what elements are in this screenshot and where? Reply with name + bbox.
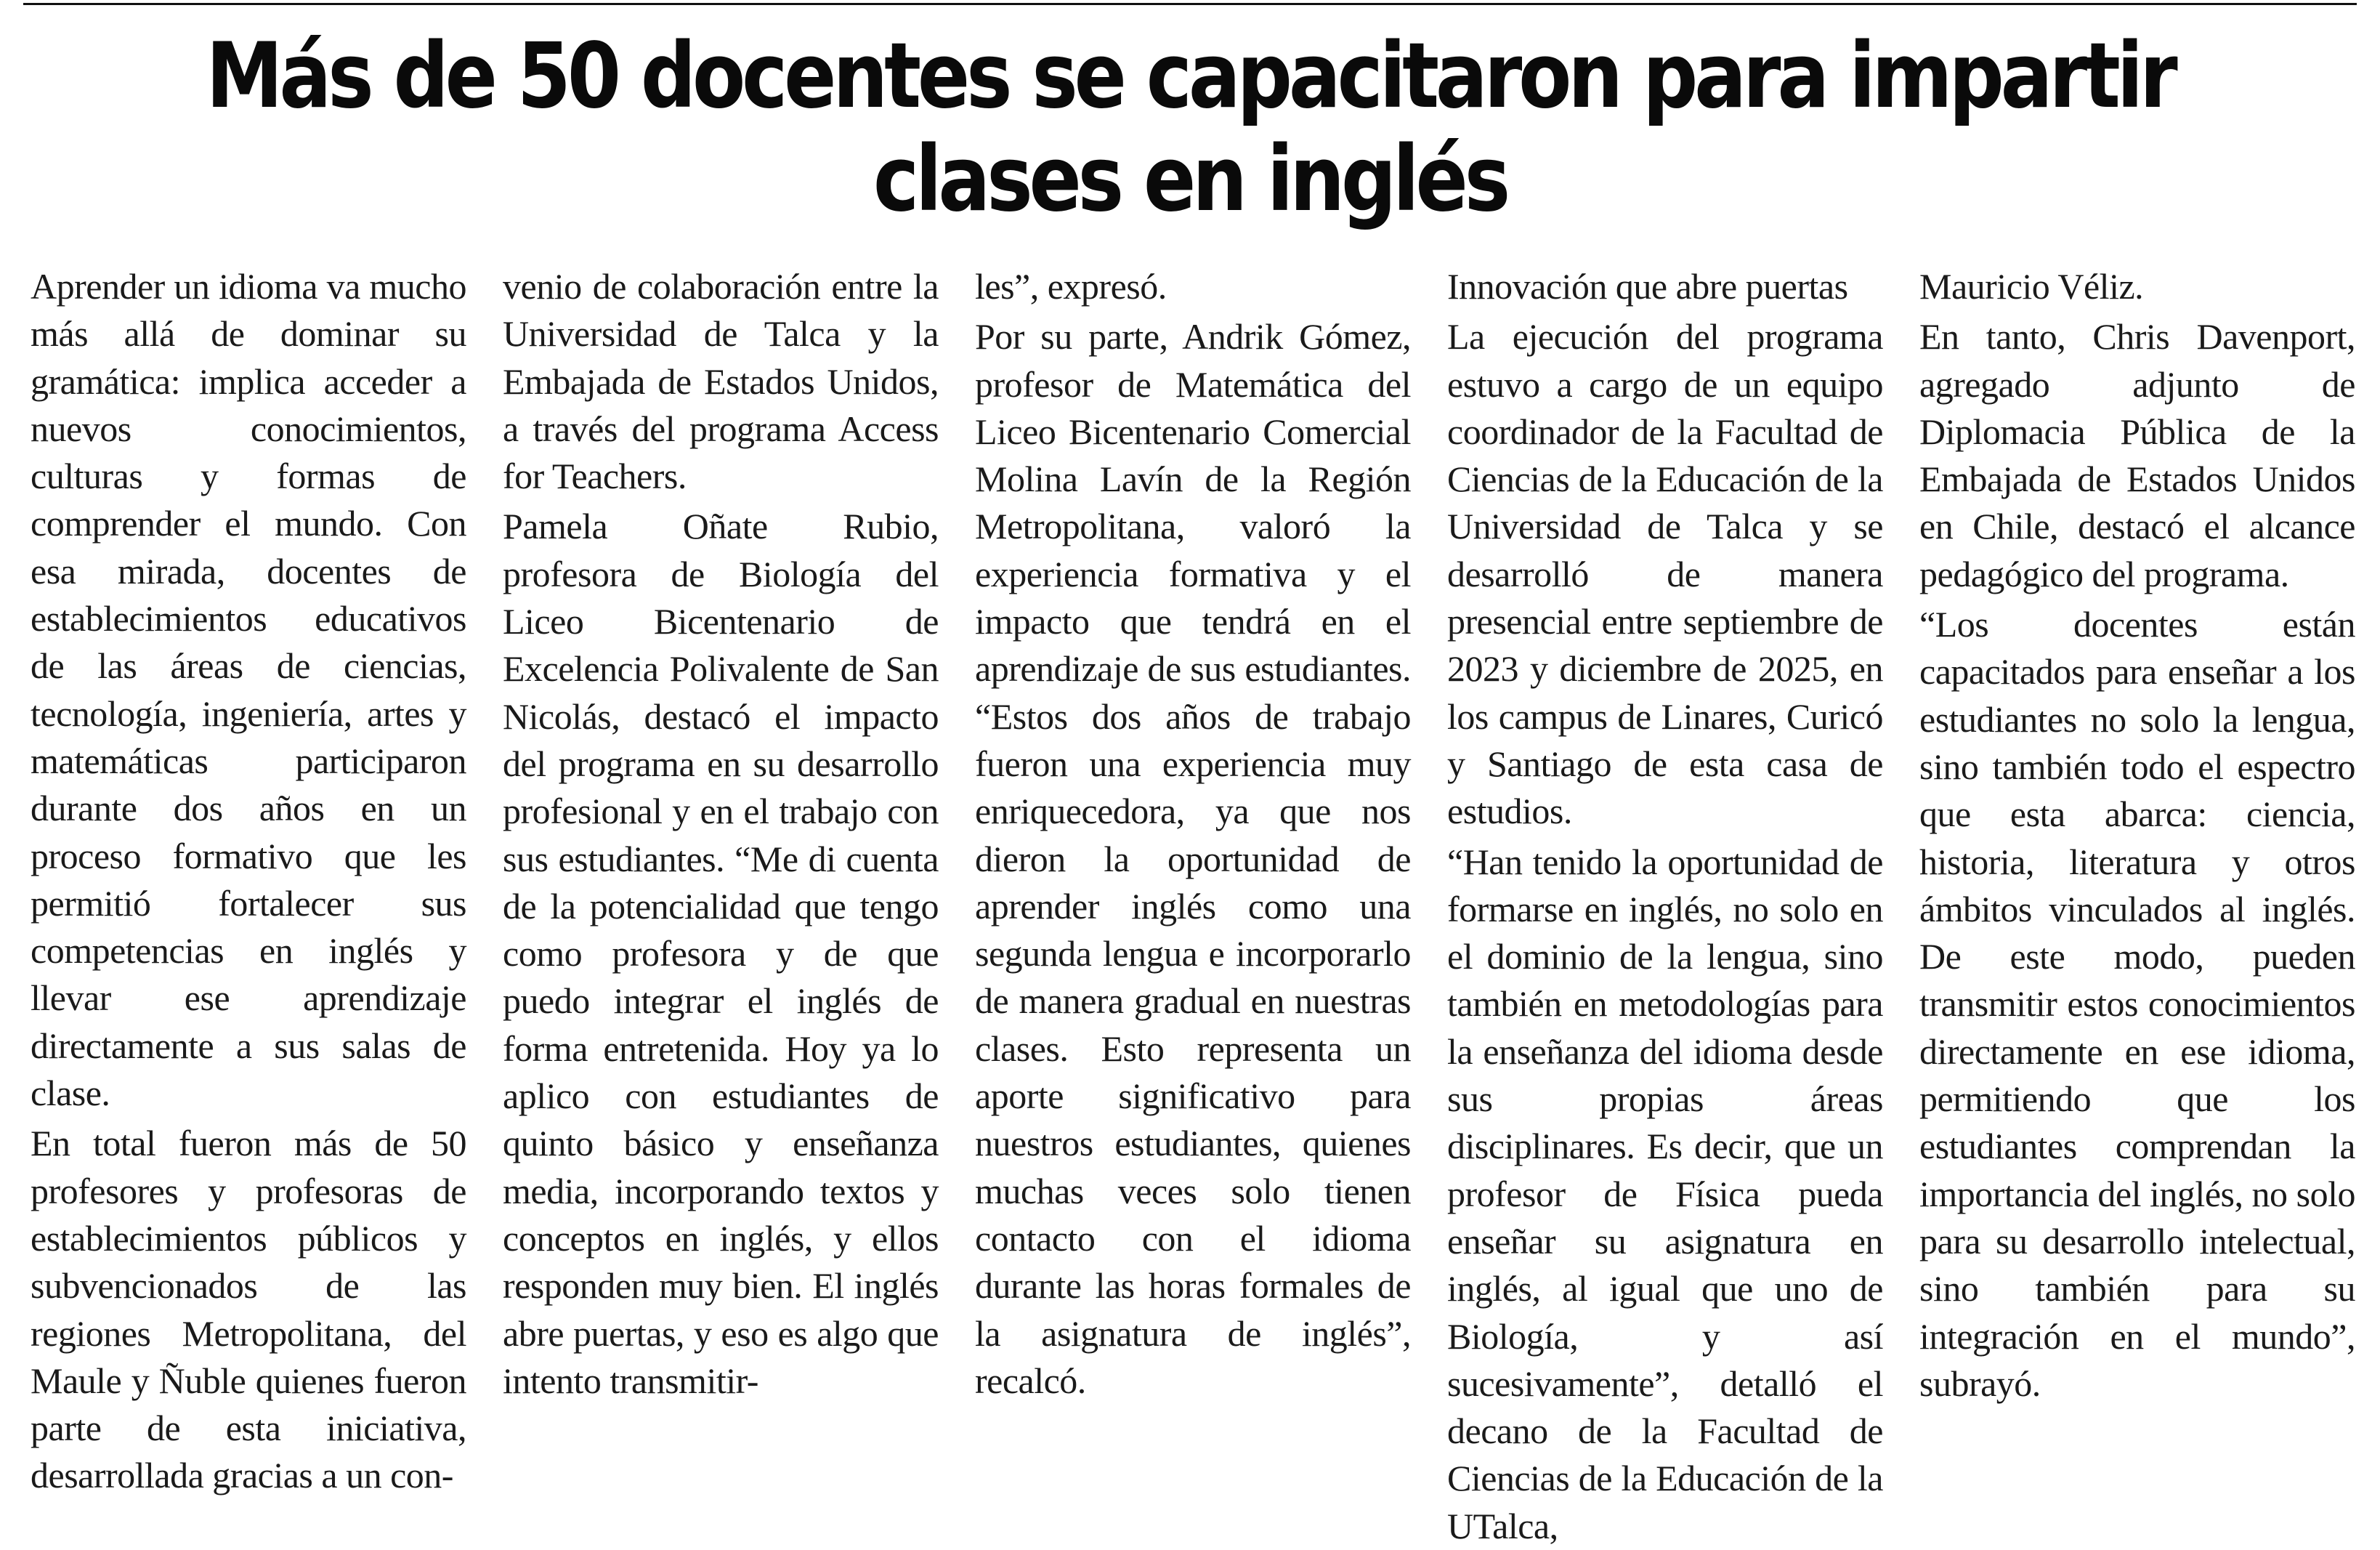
paragraph: venio de colaboración entre la Universidad de Talca y la Embajada de Estados Unidos, a través del programa Access for Teachers. bbox=[503, 266, 939, 497]
paragraph: Mauricio Véliz. bbox=[1919, 266, 2144, 307]
paragraph: En tanto, Chris Davenport, agregado adjunto de Diplomacia Pública de la Embajada de Estados Unidos en Chile, destacó el alcance pedagógico del programa. bbox=[1919, 316, 2355, 594]
headline-line-1: Más de 50 docentes se capacitaron para impartir bbox=[206, 24, 2174, 129]
section-subhead: Innovación que abre puertas bbox=[1447, 266, 1848, 307]
paragraph: La ejecución del programa estuvo a cargo de un equipo coordinador de la Facultad de Ciencias de la Educación de la Universidad de Talca y se desarrolló de manera presencial entre septiembre de 2023 y diciembre de 2025, en los campus de Linares, Curicó y Santiago de esta casa de estudios. bbox=[1447, 316, 1883, 832]
column-5 bbox=[1919, 263, 2355, 1426]
headline bbox=[204, 25, 2176, 231]
paragraph: “Los docentes están capacitados para enseñar a los estudiantes no solo la lengua, sino también todo el espectro que esta abarca: ciencia, historia, literatura y otros ámbitos vinculados al inglés. De este modo, pueden transmitir estos conocimientos directamente en ese idioma, permitiendo que los estudiantes comprendan la importancia del inglés, no solo para su desarrollo intelectual, sino también para su integración en el mundo”, subrayó. bbox=[1919, 604, 2355, 1404]
article-columns bbox=[31, 263, 2355, 1546]
paragraph: Aprender un idioma va mucho más allá de dominar su gramática: implica acceder a nuevos conocimientos, culturas y formas de comprender el mundo. Con esa mirada, docentes de establecimientos educativos de las áreas de ciencias, tecnología, ingeniería, artes y matemáticas participaron durante dos años en un proceso formativo que les permitió fortalecer sus competencias en inglés y llevar ese aprendizaje directamente a sus salas de clase. bbox=[31, 266, 466, 1114]
top-rule bbox=[23, 3, 2357, 5]
paragraph: Por su parte, Andrik Gómez, profesor de Matemática del Liceo Bicentenario Comercial Molina Lavín de la Región Metropolitana, valoró la experiencia formativa y el impacto que tendrá en el aprendizaje de sus estudiantes. “Estos dos años de trabajo fueron una experiencia muy enriquecedora, ya que nos dieron la oportunidad de aprender inglés como una segunda lengua e incorporarlo de manera gradual en nuestras clases. Esto representa un aporte significativo para nuestros estudiantes, quienes muchas veces solo tienen contacto con el idioma durante las horas formales de la asignatura de inglés”, recalcó. bbox=[975, 316, 1411, 1401]
paragraph: les”, expresó. bbox=[975, 266, 1167, 307]
paragraph: Pamela Oñate Rubio, profesora de Biología del Liceo Bicentenario de Excelencia Polivalente de San Nicolás, destacó el impacto del programa en su desarrollo profesional y en el trabajo con sus estudiantes. “Me di cuenta de la potencialidad que tengo como profesora y de que puedo integrar el inglés de forma entretenida. Hoy ya lo aplico con estudiantes de quinto básico y enseñanza media, incorporando textos y conceptos en inglés, y ellos responden muy bien. El inglés abre puertas, y eso es algo que intento transmitir- bbox=[503, 506, 939, 1401]
column-2 bbox=[503, 263, 939, 1426]
column-3 bbox=[975, 263, 1411, 1426]
paragraph: En total fueron más de 50 profesores y profesoras de establecimientos públicos y subvencionados de las regiones Metropolitana, del Maule y Ñuble quienes fueron parte de esta iniciativa, desarrollada gracias a un con- bbox=[31, 1123, 466, 1496]
column-4 bbox=[1447, 263, 1883, 1546]
column-1 bbox=[31, 263, 466, 1496]
paragraph: “Han tenido la oportunidad de formarse en inglés, no solo en el dominio de la lengua, sino también en metodologías para la enseñanza del idioma desde sus propias áreas disciplinares. Es decir, que un profesor de Física pueda enseñar su asignatura en inglés, al igual que uno de Biología, y así sucesivamente”, detalló el decano de la Facultad de Ciencias de la Educación de la UTalca, bbox=[1447, 841, 1883, 1546]
headline-line-2: clases en inglés bbox=[873, 127, 1507, 232]
